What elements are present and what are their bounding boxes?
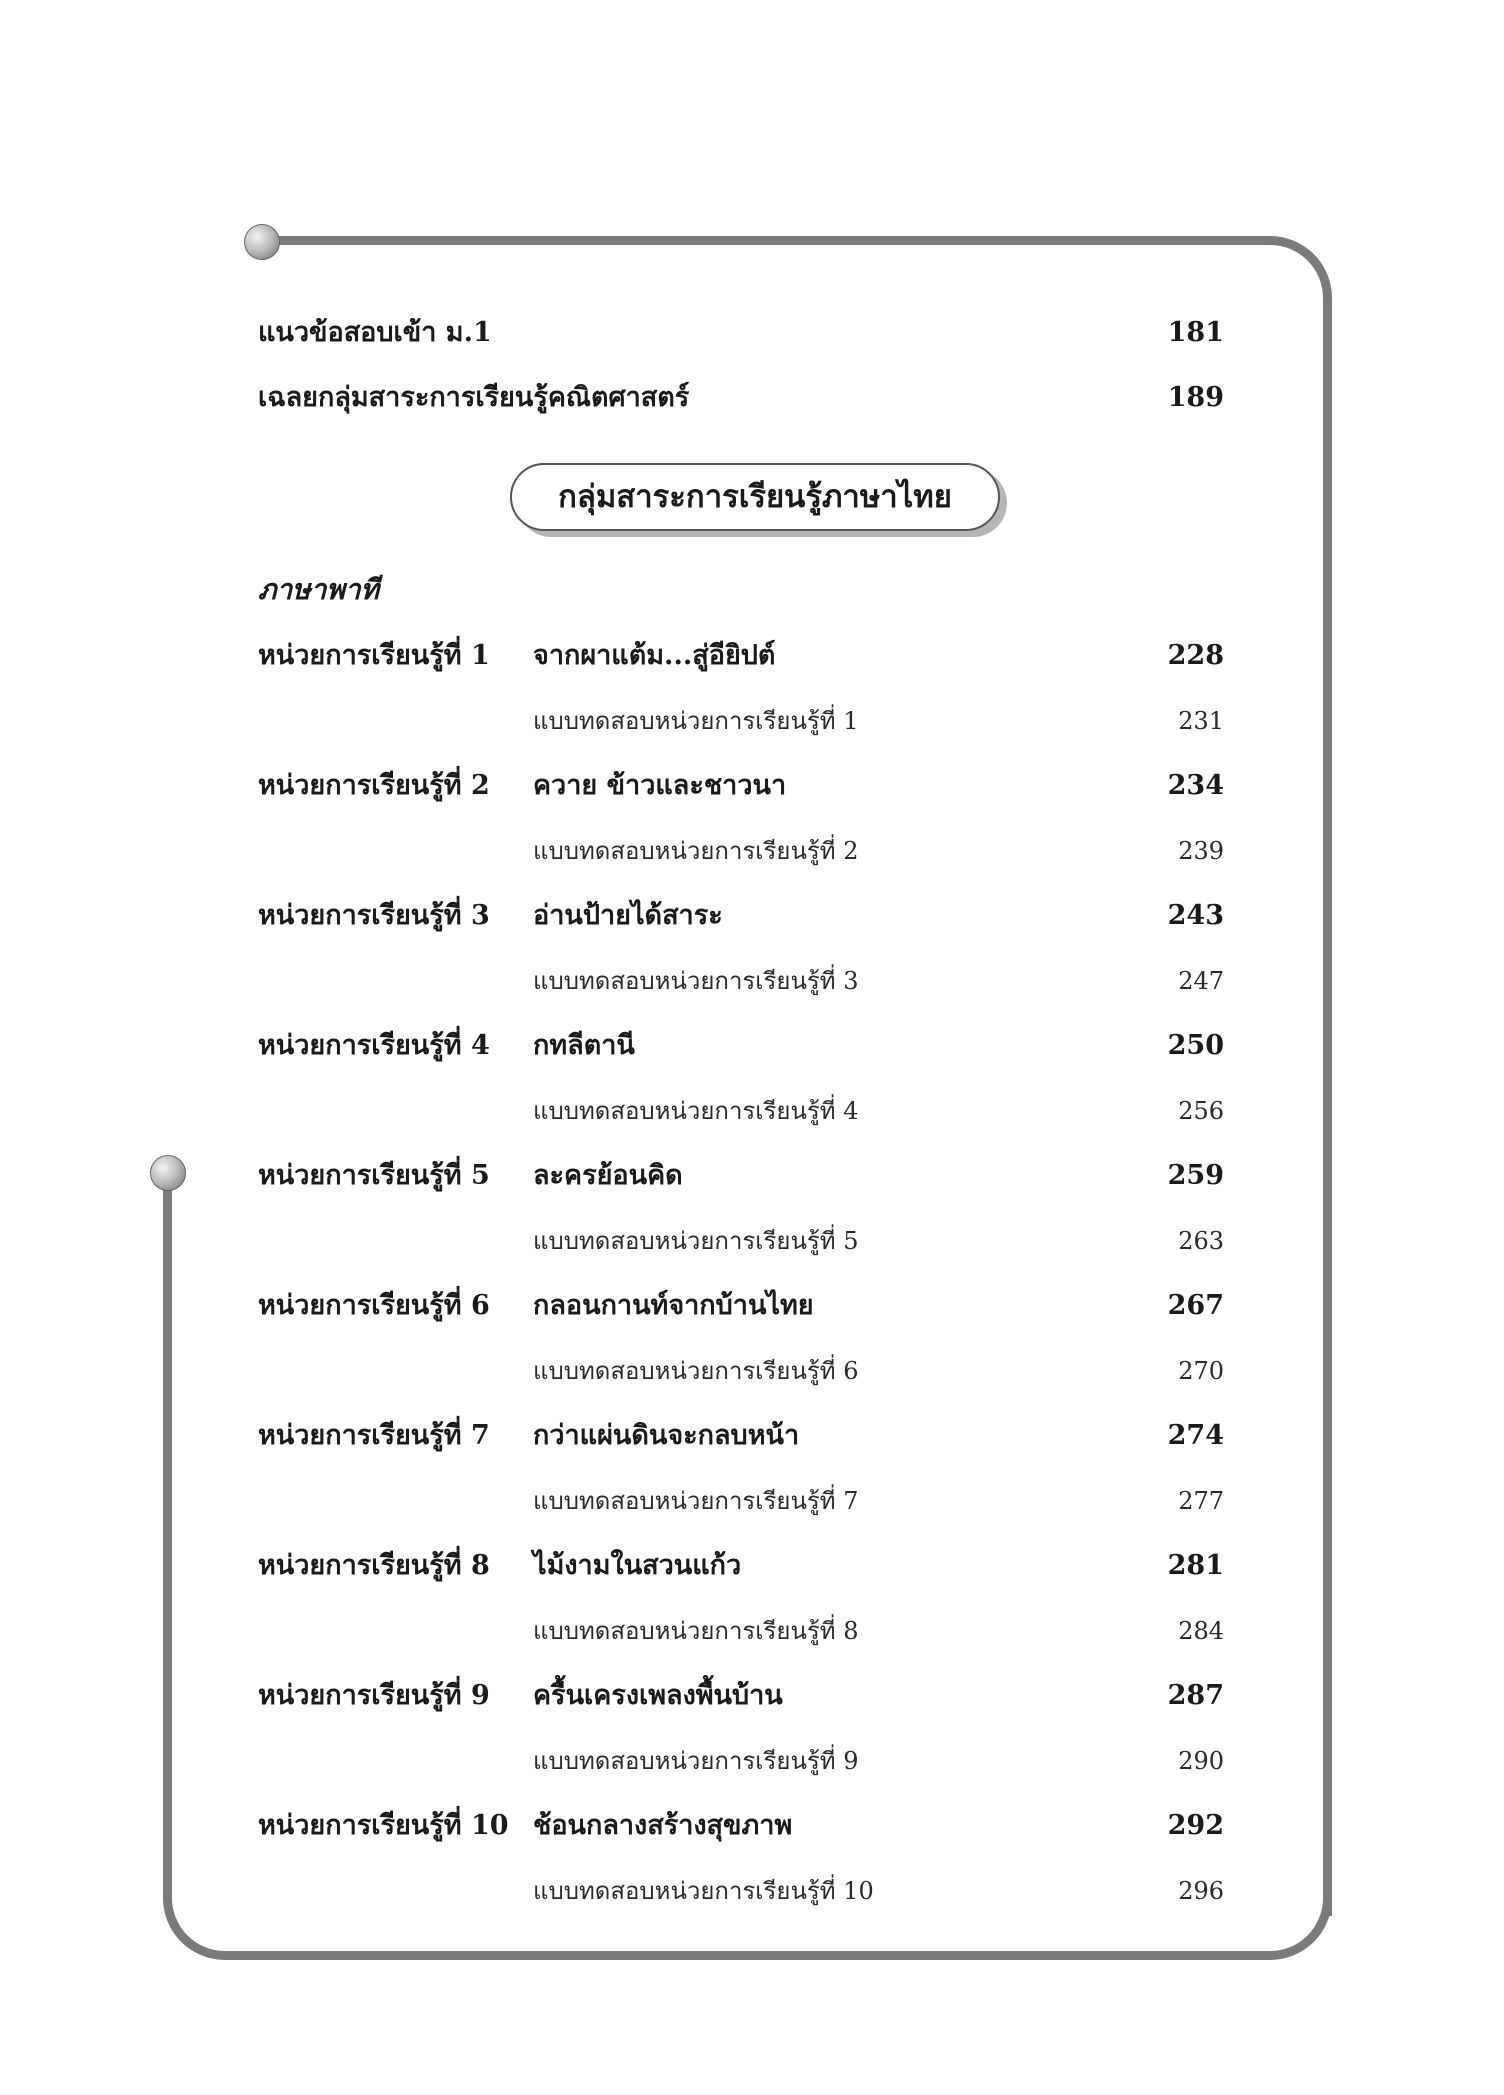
unit-label: หน่วยการเรียนรู้ที่ 9 [258,1680,490,1711]
unit-label: หน่วยการเรียนรู้ที่ 3 [258,900,490,931]
unit-label: หน่วยการเรียนรู้ที่ 5 [258,1160,490,1191]
unit-test-page: 239 [1178,837,1224,865]
unit-title: อ่านป้ายได้สาระ [533,900,723,931]
unit-entry[interactable] [258,1804,1224,1848]
unit-title: ช้อนกลางสร้างสุขภาพ [533,1810,793,1841]
unit-entry[interactable] [258,1414,1224,1458]
unit-page: 287 [1167,1680,1224,1711]
unit-page: 234 [1167,770,1224,801]
unit-entry[interactable] [258,634,1224,678]
unit-test-title: แบบทดสอบหน่วยการเรียนรู้ที่ 1 [533,707,859,735]
unit-test-title: แบบทดสอบหน่วยการเรียนรู้ที่ 3 [533,967,859,995]
frame-top-border [262,236,1332,316]
unit-page: 228 [1167,640,1224,671]
unit-test-entry[interactable] [258,1349,1224,1393]
unit-page: 292 [1167,1810,1224,1841]
toc-entry-title: แนวข้อสอบเข้า ม.1 [258,317,492,348]
unit-page: 259 [1167,1160,1224,1191]
unit-test-entry[interactable] [258,1479,1224,1523]
unit-test-entry[interactable] [258,1219,1224,1263]
unit-test-title: แบบทดสอบหน่วยการเรียนรู้ที่ 7 [533,1487,859,1515]
unit-entry[interactable] [258,764,1224,808]
unit-title: กลอนกานท์จากบ้านไทย [533,1290,814,1321]
unit-test-title: แบบทดสอบหน่วยการเรียนรู้ที่ 9 [533,1747,859,1775]
unit-title: จากผาแต้ม...สู่อียิปต์ [533,640,776,671]
unit-test-page: 277 [1178,1487,1224,1515]
unit-test-page: 270 [1178,1357,1224,1385]
unit-test-entry[interactable] [258,1089,1224,1133]
frame-left-border [163,1172,172,1872]
unit-test-title: แบบทดสอบหน่วยการเรียนรู้ที่ 8 [533,1617,859,1645]
section-title: กลุ่มสาระการเรียนรู้ภาษาไทย [510,463,1000,531]
unit-test-title: แบบทดสอบหน่วยการเรียนรู้ที่ 6 [533,1357,859,1385]
unit-title: ละครย้อนคิด [533,1160,683,1191]
unit-test-page: 247 [1178,967,1224,995]
unit-label: หน่วยการเรียนรู้ที่ 2 [258,770,490,801]
unit-label: หน่วยการเรียนรู้ที่ 7 [258,1420,490,1451]
unit-page: 281 [1167,1550,1224,1581]
toc-entry[interactable] [258,311,1224,355]
unit-test-title: แบบทดสอบหน่วยการเรียนรู้ที่ 10 [533,1877,874,1905]
frame-knob-left [150,1155,186,1191]
toc-entry-page: 189 [1167,382,1224,413]
unit-test-page: 296 [1178,1877,1224,1905]
unit-test-entry[interactable] [258,959,1224,1003]
unit-test-page: 284 [1178,1617,1224,1645]
unit-label: หน่วยการเรียนรู้ที่ 6 [258,1290,490,1321]
unit-entry[interactable] [258,1154,1224,1198]
unit-label: หน่วยการเรียนรู้ที่ 1 [258,640,490,671]
frame-knob-top [244,224,280,260]
unit-entry[interactable] [258,1544,1224,1588]
toc-entry[interactable] [258,376,1224,420]
unit-page: 250 [1167,1030,1224,1061]
unit-test-title: แบบทดสอบหน่วยการเรียนรู้ที่ 4 [533,1097,859,1125]
unit-test-title: แบบทดสอบหน่วยการเรียนรู้ที่ 2 [533,837,859,865]
unit-test-page: 256 [1178,1097,1224,1125]
toc-entry-page: 181 [1167,317,1224,348]
unit-test-page: 263 [1178,1227,1224,1255]
unit-test-entry[interactable] [258,1739,1224,1783]
unit-label: หน่วยการเรียนรู้ที่ 10 [258,1810,509,1841]
frame-right-border [1323,316,1332,1916]
unit-title: ครื้นเครงเพลงพื้นบ้าน [533,1680,783,1711]
unit-entry[interactable] [258,894,1224,938]
unit-page: 243 [1167,900,1224,931]
unit-test-page: 231 [1178,707,1224,735]
unit-page: 274 [1167,1420,1224,1451]
unit-label: หน่วยการเรียนรู้ที่ 4 [258,1030,490,1061]
unit-test-entry[interactable] [258,829,1224,873]
unit-entry[interactable] [258,1674,1224,1718]
unit-test-title: แบบทดสอบหน่วยการเรียนรู้ที่ 5 [533,1227,859,1255]
unit-test-entry[interactable] [258,1869,1224,1913]
unit-title: กทลีตานี [533,1030,635,1061]
unit-entry[interactable] [258,1284,1224,1328]
subject-heading: ภาษาพาที [258,573,379,606]
unit-test-page: 290 [1178,1747,1224,1775]
unit-title: กว่าแผ่นดินจะกลบหน้า [533,1420,800,1451]
unit-page: 267 [1167,1290,1224,1321]
unit-test-entry[interactable] [258,699,1224,743]
unit-title: ไม้งามในสวนแก้ว [533,1550,742,1581]
unit-entry[interactable] [258,1024,1224,1068]
toc-entry-title: เฉลยกลุ่มสาระการเรียนรู้คณิตศาสตร์ [258,382,690,413]
unit-title: ควาย ข้าวและชาวนา [533,770,787,801]
unit-test-entry[interactable] [258,1609,1224,1653]
unit-label: หน่วยการเรียนรู้ที่ 8 [258,1550,490,1581]
